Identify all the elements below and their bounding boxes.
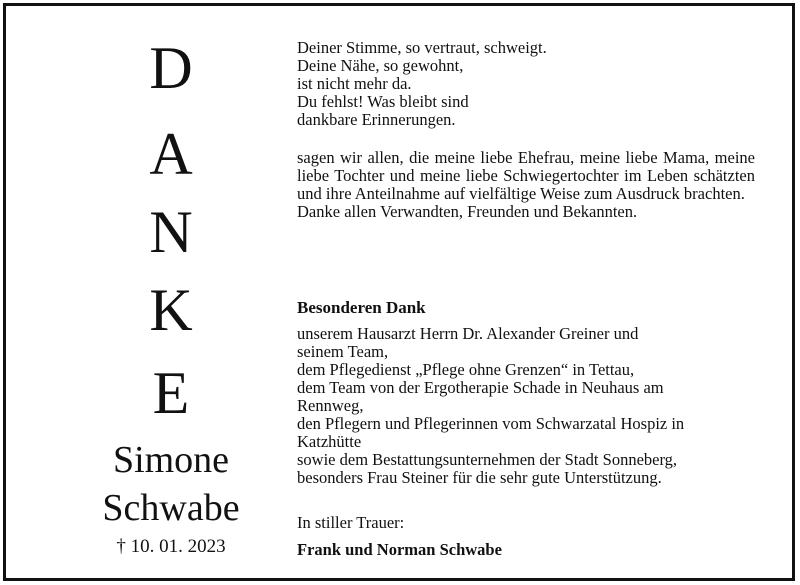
- special-thanks-line: den Pflegern und Pflegerinnen vom Schwarzatal Hospiz in: [297, 414, 685, 433]
- mourning-label: In stiller Trauer:: [297, 513, 405, 532]
- thanks-relatives: Danke allen Verwandten, Freunden und Bekannten.: [297, 202, 638, 221]
- danke-letter-a: A: [149, 121, 193, 187]
- danke-letter-k: K: [149, 277, 193, 343]
- poem: [297, 39, 755, 129]
- poem-line: Du fehlst! Was bleibt sind: [297, 92, 469, 111]
- special-thanks-line: seinem Team,: [297, 342, 389, 361]
- death-date: † 10. 01. 2023: [116, 536, 226, 557]
- danke-letter-e: E: [152, 360, 190, 426]
- obituary-card: [3, 3, 795, 581]
- deceased-first-name: Simone: [112, 439, 230, 481]
- poem-line: Deine Nähe, so gewohnt,: [297, 56, 464, 75]
- poem-line: dankbare Erinnerungen.: [297, 110, 456, 129]
- special-thanks-line: dem Pflegedienst „Pflege ohne Grenzen“ in Tettau,: [297, 360, 635, 379]
- special-thanks-line: Katzhütte: [297, 432, 362, 451]
- special-thanks-line: sowie dem Bestattungsunternehmen der Stadt Sonneberg,: [297, 450, 678, 469]
- danke-letter-n: N: [149, 199, 193, 265]
- thanks-paragraph: [297, 149, 755, 221]
- poem-line: ist nicht mehr da.: [297, 74, 412, 93]
- left-column: [46, 6, 296, 578]
- special-thanks-line: Rennweg,: [297, 396, 364, 415]
- special-thanks-line: besonders Frau Steiner für die sehr gute Unterstützung.: [297, 468, 662, 487]
- special-thanks-heading: Besonderen Dank: [297, 298, 426, 317]
- danke-letter-d: D: [149, 35, 193, 101]
- deceased-last-name: Schwabe: [102, 487, 240, 529]
- special-thanks-line: dem Team von der Ergotherapie Schade in Neuhaus am: [297, 378, 664, 397]
- special-thanks-line: unserem Hausarzt Herrn Dr. Alexander Greiner und: [297, 324, 639, 343]
- signers: Frank und Norman Schwabe: [297, 540, 502, 559]
- poem-line: Deiner Stimme, so vertraut, schweigt.: [297, 38, 547, 57]
- special-thanks-list: [297, 325, 755, 487]
- right-column: [297, 38, 755, 559]
- thanks-text: sagen wir allen, die meine liebe Ehefrau, meine liebe Mama, meine liebe Tochter und meine liebe Schwiegertochter im Leben schätzten und ihre Anteilnahme auf vielfältige Weise zum Ausdruck brachten.: [297, 148, 755, 203]
